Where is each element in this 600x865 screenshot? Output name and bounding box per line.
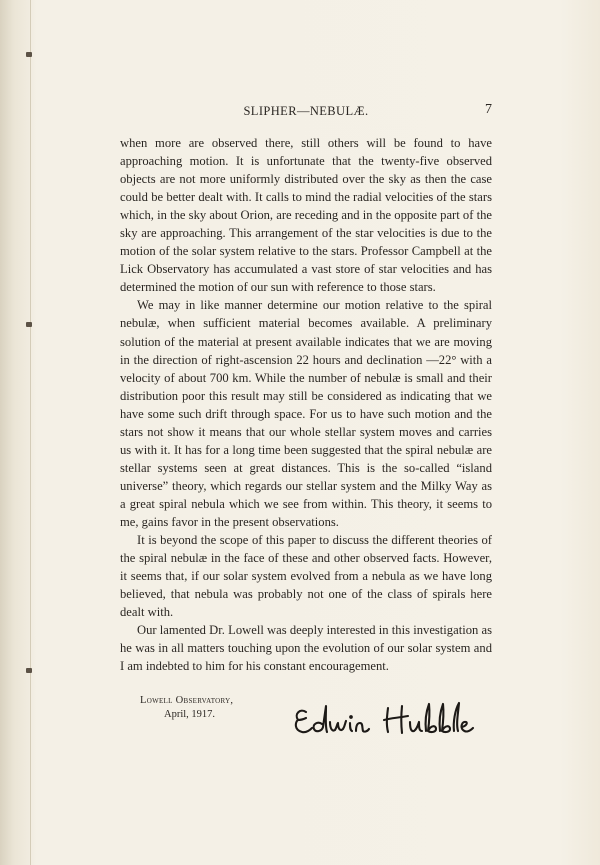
page-header <box>120 104 492 124</box>
binding-stitch <box>26 322 32 327</box>
page-number: 7 <box>485 102 492 117</box>
paragraph-acknowledgement: Our lamented Dr. Lowell was deeply interested in this investigation as he was in all matters touching upon the evolution of our solar system and I am indebted to him for his constant encouragement. <box>120 623 492 674</box>
body-text <box>120 134 492 675</box>
signoff-block <box>140 694 233 722</box>
paragraph-scope: It is beyond the scope of this paper to discuss the different theories of the spiral nebulæ in the face of these and other observed facts. However, it seems that, if our solar system evolved from a nebula as we have long believed, that nebula was probably not one of the class of spirals here dealt with. <box>120 533 492 620</box>
binding-stitch <box>26 52 32 57</box>
binding-fold-line <box>30 0 31 865</box>
binding-stitch <box>26 668 32 673</box>
observatory-name: Lowell Observatory, <box>140 695 234 706</box>
signoff-date: April, 1917. <box>164 709 216 720</box>
paragraph-continuation: when more are observed there, still others will be found to have approaching motion. It is unfortunate that the twenty-five observed objects are not more uniformly distributed over the sky as then the case could be better dealt with. It calls to mind the radial velocities of the stars which, in the sky about Orion, are receding and in the opposite part of the sky are approaching. This arrangement of the star velocities is due to the motion of the solar system relative to the stars. Professor Campbell at the Lick Observatory has accumulated a vast store of star velocities and has determined the motion of our sun with reference to those stars. <box>120 136 492 295</box>
paragraph-motion-relative-to-nebulae: We may in like manner determine our motion relative to the spiral nebulæ, when sufficient material becomes available. A preliminary solution of the material at present available indicates that we are moving in the direction of right-ascension 22 hours and declination —22° with a velocity of about 700 km. While the number of nebulæ is small and their distribution poor this result may still be considered as indicating that we have some such drift through space. For us to have such motion and the stars not show it means that our whole stellar system moves and carries us with it. It has for a long time been suggested that the spiral nebulæ are stellar systems seen at great distances. This is the so-called “island universe” theory, which regards our stellar system and the Milky Way as a great spiral nebula which we see from within. This theory, it seems to me, gains favor in the present observations. <box>120 298 492 529</box>
handwritten-signature <box>292 694 492 746</box>
running-title: SLIPHER—NEBULÆ. <box>243 104 369 118</box>
